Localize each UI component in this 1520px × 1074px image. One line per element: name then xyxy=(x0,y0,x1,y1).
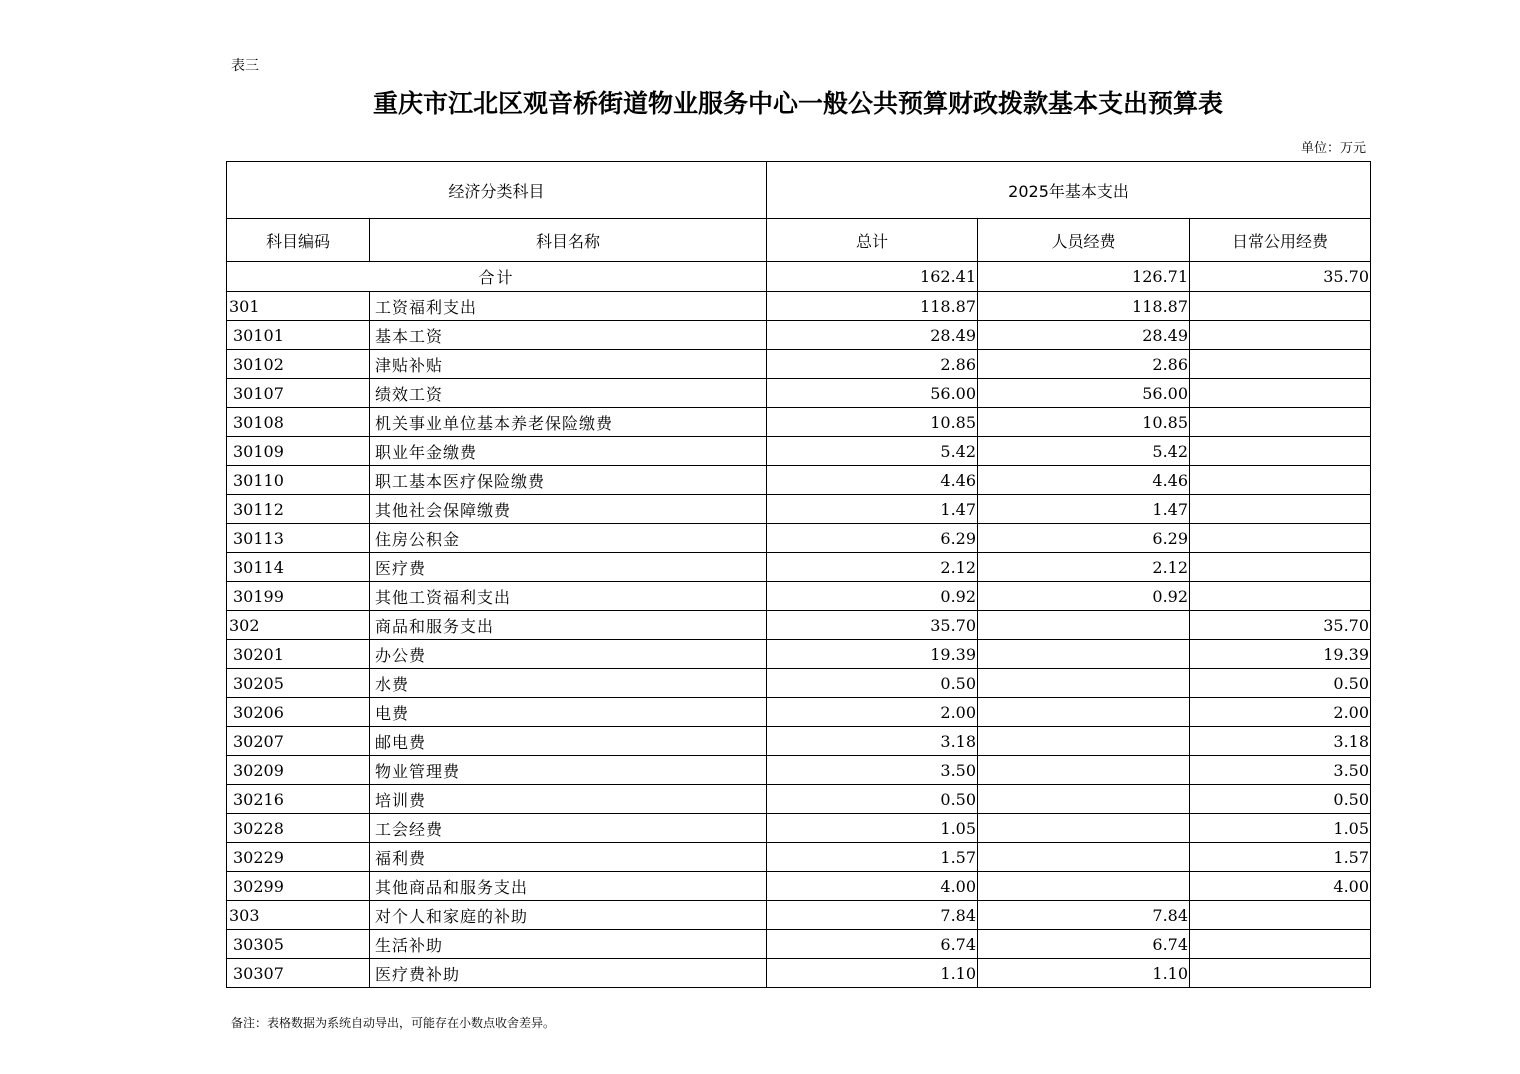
row-code: 30205 xyxy=(227,669,370,698)
row-public xyxy=(1190,524,1371,553)
row-personnel xyxy=(978,843,1190,872)
row-total: 1.05 xyxy=(767,814,978,843)
row-name: 商品和服务支出 xyxy=(370,611,767,640)
header-basic-expenditure: 2025年基本支出 xyxy=(767,162,1371,219)
row-public xyxy=(1190,495,1371,524)
row-name: 职业年金缴费 xyxy=(370,437,767,466)
table-row xyxy=(227,437,1371,466)
row-total: 4.00 xyxy=(767,872,978,901)
row-personnel xyxy=(978,611,1190,640)
row-total: 10.85 xyxy=(767,408,978,437)
row-code: 30102 xyxy=(227,350,370,379)
row-total: 0.50 xyxy=(767,785,978,814)
row-public xyxy=(1190,553,1371,582)
row-personnel xyxy=(978,669,1190,698)
table-row xyxy=(227,698,1371,727)
row-total: 56.00 xyxy=(767,379,978,408)
row-total: 118.87 xyxy=(767,292,978,321)
row-code: 30108 xyxy=(227,408,370,437)
row-public xyxy=(1190,321,1371,350)
row-code: 30109 xyxy=(227,437,370,466)
row-public: 2.00 xyxy=(1190,698,1371,727)
table-row xyxy=(227,901,1371,930)
row-code: 30299 xyxy=(227,872,370,901)
row-public xyxy=(1190,582,1371,611)
row-public xyxy=(1190,437,1371,466)
row-name: 绩效工资 xyxy=(370,379,767,408)
row-total: 2.86 xyxy=(767,350,978,379)
row-public xyxy=(1190,901,1371,930)
unit-label: 单位：万元 xyxy=(1300,141,1366,156)
table-row xyxy=(227,321,1371,350)
table-header-group-row xyxy=(227,162,1371,219)
total-row xyxy=(227,262,1371,292)
row-public: 1.57 xyxy=(1190,843,1371,872)
row-code: 30199 xyxy=(227,582,370,611)
header-public: 日常公用经费 xyxy=(1190,219,1371,262)
row-code: 30113 xyxy=(227,524,370,553)
table-row xyxy=(227,553,1371,582)
row-name: 福利费 xyxy=(370,843,767,872)
row-total: 0.50 xyxy=(767,669,978,698)
row-code: 30207 xyxy=(227,727,370,756)
table-row xyxy=(227,727,1371,756)
header-name: 科目名称 xyxy=(370,219,767,262)
row-name: 工会经费 xyxy=(370,814,767,843)
row-name: 生活补助 xyxy=(370,930,767,959)
table-row xyxy=(227,495,1371,524)
row-total: 28.49 xyxy=(767,321,978,350)
row-total: 1.47 xyxy=(767,495,978,524)
row-name: 其他工资福利支出 xyxy=(370,582,767,611)
row-total: 6.29 xyxy=(767,524,978,553)
header-total: 总计 xyxy=(767,219,978,262)
row-code: 30110 xyxy=(227,466,370,495)
row-name: 医疗费 xyxy=(370,553,767,582)
row-name: 基本工资 xyxy=(370,321,767,350)
row-total: 4.46 xyxy=(767,466,978,495)
row-personnel xyxy=(978,727,1190,756)
row-personnel xyxy=(978,785,1190,814)
row-personnel: 6.29 xyxy=(978,524,1190,553)
row-total: 6.74 xyxy=(767,930,978,959)
table-row xyxy=(227,408,1371,437)
header-code: 科目编码 xyxy=(227,219,370,262)
row-name: 机关事业单位基本养老保险缴费 xyxy=(370,408,767,437)
row-code: 30206 xyxy=(227,698,370,727)
budget-table xyxy=(226,161,1371,988)
row-public: 0.50 xyxy=(1190,669,1371,698)
page-title: 重庆市江北区观音桥街道物业服务中心一般公共预算财政拨款基本支出预算表 xyxy=(372,89,1223,118)
row-name: 其他社会保障缴费 xyxy=(370,495,767,524)
row-personnel: 1.10 xyxy=(978,959,1190,988)
row-code: 30101 xyxy=(227,321,370,350)
row-public: 35.70 xyxy=(1190,611,1371,640)
row-name: 物业管理费 xyxy=(370,756,767,785)
row-personnel xyxy=(978,756,1190,785)
row-code: 30114 xyxy=(227,553,370,582)
row-code: 303 xyxy=(227,901,370,930)
header-personnel: 人员经费 xyxy=(978,219,1190,262)
row-name: 水费 xyxy=(370,669,767,698)
row-personnel: 10.85 xyxy=(978,408,1190,437)
row-personnel: 4.46 xyxy=(978,466,1190,495)
row-personnel: 2.12 xyxy=(978,553,1190,582)
row-total: 3.18 xyxy=(767,727,978,756)
row-public xyxy=(1190,379,1371,408)
table-header-row xyxy=(227,219,1371,262)
row-code: 30305 xyxy=(227,930,370,959)
row-total: 2.12 xyxy=(767,553,978,582)
row-code: 30112 xyxy=(227,495,370,524)
row-public: 3.18 xyxy=(1190,727,1371,756)
row-personnel xyxy=(978,872,1190,901)
row-name: 住房公积金 xyxy=(370,524,767,553)
row-public: 0.50 xyxy=(1190,785,1371,814)
total-personnel: 126.71 xyxy=(978,262,1190,292)
table-row xyxy=(227,669,1371,698)
row-name: 医疗费补助 xyxy=(370,959,767,988)
row-name: 工资福利支出 xyxy=(370,292,767,321)
row-code: 30216 xyxy=(227,785,370,814)
table-row xyxy=(227,785,1371,814)
row-name: 办公费 xyxy=(370,640,767,669)
row-personnel: 28.49 xyxy=(978,321,1190,350)
row-personnel: 6.74 xyxy=(978,930,1190,959)
row-name: 对个人和家庭的补助 xyxy=(370,901,767,930)
row-total: 7.84 xyxy=(767,901,978,930)
row-code: 302 xyxy=(227,611,370,640)
table-row xyxy=(227,930,1371,959)
row-public xyxy=(1190,350,1371,379)
row-total: 3.50 xyxy=(767,756,978,785)
row-total: 0.92 xyxy=(767,582,978,611)
table-row xyxy=(227,292,1371,321)
row-name: 培训费 xyxy=(370,785,767,814)
table-row xyxy=(227,466,1371,495)
row-public xyxy=(1190,292,1371,321)
row-public xyxy=(1190,959,1371,988)
row-public xyxy=(1190,466,1371,495)
table-row xyxy=(227,872,1371,901)
table-row xyxy=(227,959,1371,988)
row-total: 19.39 xyxy=(767,640,978,669)
row-personnel: 118.87 xyxy=(978,292,1190,321)
row-code: 30229 xyxy=(227,843,370,872)
row-code: 30107 xyxy=(227,379,370,408)
row-personnel: 2.86 xyxy=(978,350,1190,379)
row-name: 电费 xyxy=(370,698,767,727)
row-code: 301 xyxy=(227,292,370,321)
row-code: 30307 xyxy=(227,959,370,988)
row-public: 1.05 xyxy=(1190,814,1371,843)
table-row xyxy=(227,640,1371,669)
row-personnel xyxy=(978,814,1190,843)
header-economic-classification: 经济分类科目 xyxy=(227,162,767,219)
row-name: 其他商品和服务支出 xyxy=(370,872,767,901)
row-public xyxy=(1190,408,1371,437)
total-amount: 162.41 xyxy=(767,262,978,292)
table-row xyxy=(227,814,1371,843)
row-total: 35.70 xyxy=(767,611,978,640)
row-personnel: 5.42 xyxy=(978,437,1190,466)
footnote: 备注：表格数据为系统自动导出，可能存在小数点收舍差异。 xyxy=(231,1016,556,1030)
table-row xyxy=(227,843,1371,872)
total-public: 35.70 xyxy=(1190,262,1371,292)
row-name: 邮电费 xyxy=(370,727,767,756)
row-total: 5.42 xyxy=(767,437,978,466)
row-personnel: 56.00 xyxy=(978,379,1190,408)
row-personnel xyxy=(978,698,1190,727)
total-label: 合计 xyxy=(227,262,767,292)
row-name: 津贴补贴 xyxy=(370,350,767,379)
row-public xyxy=(1190,930,1371,959)
row-public: 3.50 xyxy=(1190,756,1371,785)
row-public: 4.00 xyxy=(1190,872,1371,901)
row-personnel: 0.92 xyxy=(978,582,1190,611)
table-row xyxy=(227,379,1371,408)
row-total: 2.00 xyxy=(767,698,978,727)
row-total: 1.57 xyxy=(767,843,978,872)
table-row xyxy=(227,756,1371,785)
table-row xyxy=(227,524,1371,553)
table-row xyxy=(227,350,1371,379)
table-label: 表三 xyxy=(231,58,259,74)
row-total: 1.10 xyxy=(767,959,978,988)
table-row xyxy=(227,582,1371,611)
table-row xyxy=(227,611,1371,640)
row-personnel: 7.84 xyxy=(978,901,1190,930)
row-code: 30209 xyxy=(227,756,370,785)
row-public: 19.39 xyxy=(1190,640,1371,669)
row-personnel xyxy=(978,640,1190,669)
row-personnel: 1.47 xyxy=(978,495,1190,524)
row-code: 30228 xyxy=(227,814,370,843)
row-name: 职工基本医疗保险缴费 xyxy=(370,466,767,495)
row-code: 30201 xyxy=(227,640,370,669)
